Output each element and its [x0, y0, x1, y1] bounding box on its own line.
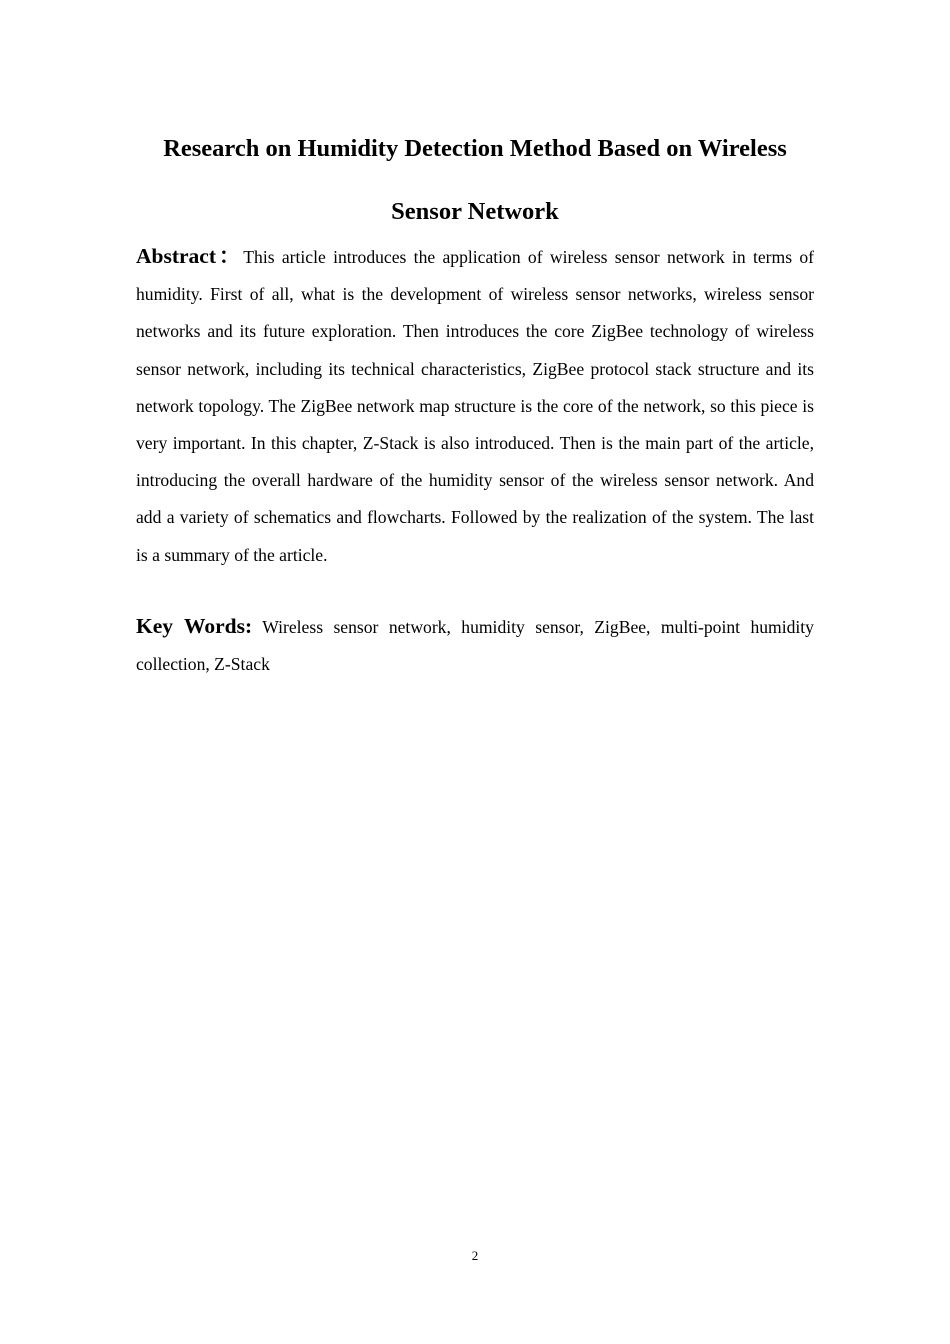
keywords-paragraph: [136, 608, 814, 682]
abstract-text: This article introduces the application of wireless sensor network in terms of humidity. First of all, what is the development of wireless sensor networks, wireless sensor networks and its future exploration. Then introduces the core ZigBee technology of wireless sensor network, including its technical characteristics, ZigBee protocol stack structure and its network topology. The ZigBee network map structure is the core of the network, so this piece is very important. In this chapter, Z-Stack is also introduced. Then is the main part of the article, introducing the overall hardware of the humidity sensor of the wireless sensor network. And add a variety of schematics and flowcharts. Followed by the realization of the system. The last is a summary of the article.: [136, 247, 814, 565]
abstract-label: Abstract：: [136, 244, 244, 268]
page-number: 2: [471, 1248, 479, 1263]
paper-title-line-2: Sensor Network: [391, 198, 559, 225]
abstract-paragraph: [136, 238, 814, 574]
paper-title-line-1: Research on Humidity Detection Method Based on Wireless: [163, 135, 787, 162]
keywords-label: Key Words:: [136, 614, 253, 638]
keywords-text: Wireless sensor network, humidity sensor, ZigBee, multi-point humidity collection, Z-Stack: [136, 617, 814, 674]
